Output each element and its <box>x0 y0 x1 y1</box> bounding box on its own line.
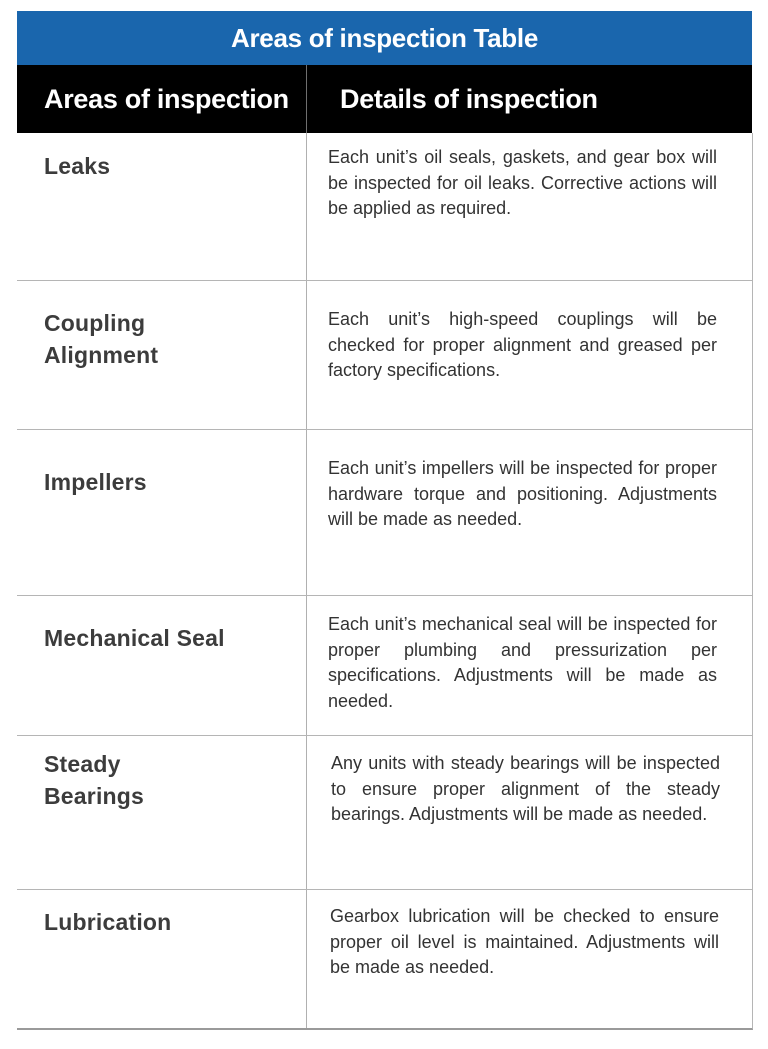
table-row <box>17 596 752 735</box>
details-impellers: Each unit’s impellers will be inspected for proper hardware torque and positioning. Adjustments will be made as needed. <box>328 458 717 529</box>
details-leaks: Each unit’s oil seals, gaskets, and gear box will be inspected for oil leaks. Corrective actions will be applied as required. <box>328 147 717 218</box>
header-details-of-inspection: Details of inspection <box>340 83 598 114</box>
details-mechanical-seal: Each unit’s mechanical seal will be inspected for proper plumbing and pressurization per specifications. Adjustments will be made as needed. <box>328 614 717 711</box>
area-label-leaks: Leaks <box>44 153 111 179</box>
area-label-steady-bearings: Steady Bearings <box>44 751 145 809</box>
header-divider <box>306 65 307 133</box>
area-label-coupling-alignment: Coupling Alignment <box>44 310 159 368</box>
table-row <box>17 430 752 595</box>
table-title: Areas of inspection Table <box>17 11 752 65</box>
area-label-impellers: Impellers <box>44 469 147 495</box>
table-body <box>17 133 753 1030</box>
table-row <box>17 281 752 429</box>
table-row <box>17 133 752 280</box>
area-label-mechanical-seal: Mechanical Seal <box>44 625 225 651</box>
details-coupling-alignment: Each unit’s high-speed couplings will be checked for proper alignment and greased per factory specifications. <box>328 309 717 380</box>
details-steady-bearings: Any units with steady bearings will be inspected to ensure proper alignment of the steady bearings. Adjustments will be made as needed. <box>331 753 720 824</box>
table-row <box>17 736 752 889</box>
inspection-table <box>17 11 752 1028</box>
table-header-row <box>17 65 752 133</box>
table-row <box>17 890 752 1028</box>
header-areas-of-inspection: Areas of inspection <box>44 83 289 114</box>
details-lubrication: Gearbox lubrication will be checked to ensure proper oil level is maintained. Adjustments will be made as needed. <box>330 906 719 977</box>
area-label-lubrication: Lubrication <box>44 909 172 935</box>
